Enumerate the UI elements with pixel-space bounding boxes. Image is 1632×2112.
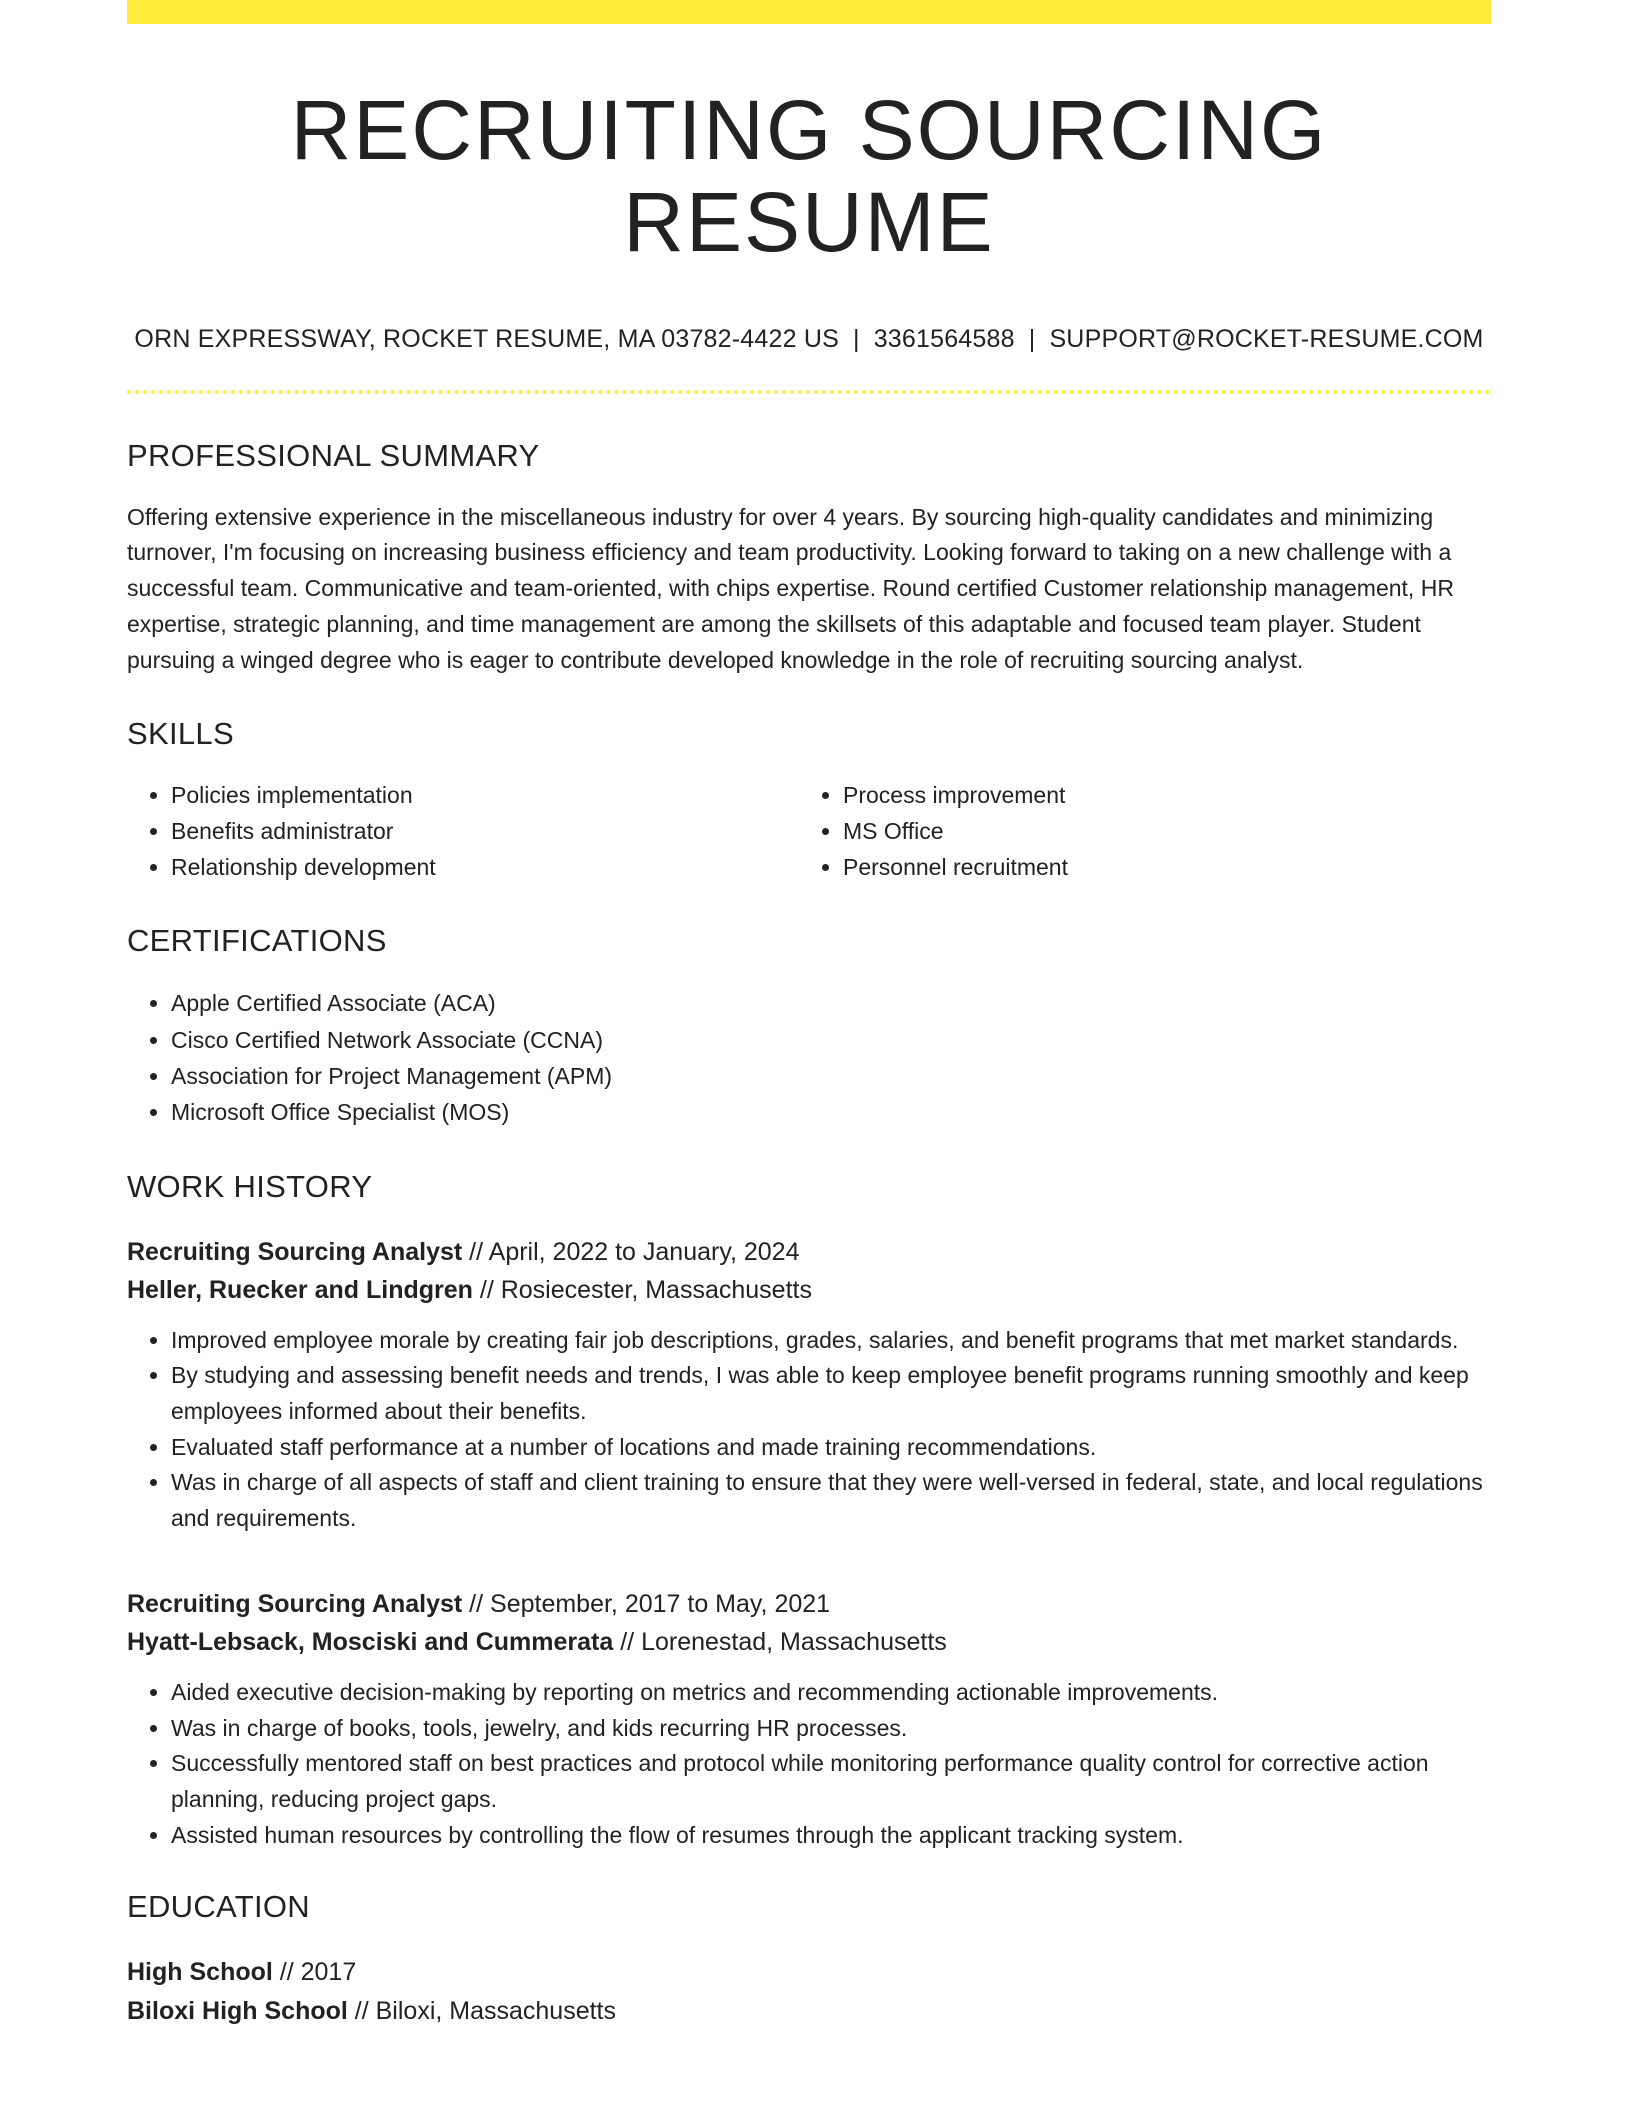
job-duties-list (127, 1323, 1491, 1537)
job-title-line (127, 1233, 1491, 1271)
certification-item: • Association for Project Management (APM) (171, 1058, 1491, 1094)
contact-separator: | (852, 324, 860, 353)
job-duty-item: • Was in charge of all aspects of staff and client training to ensure that they were well-versed in federal, state, and local regulations and requirements. (171, 1465, 1491, 1536)
education-school-line (127, 1992, 1491, 2031)
skill-item: • MS Office (843, 814, 1471, 850)
job-entry (127, 1585, 1491, 1854)
skill-item: • Process improvement (843, 778, 1471, 814)
job-title: Recruiting Sourcing Analyst (127, 1589, 463, 1618)
skills-list-left (127, 778, 799, 885)
contact-email: SUPPORT@ROCKET-RESUME.COM (1049, 324, 1484, 353)
work-history-heading: WORK HISTORY (127, 1168, 373, 1204)
job-duty-item: • By studying and assessing benefit needs and trends, I was able to keep employee benefit programs running smoothly and keep employees informed about their benefits. (171, 1358, 1491, 1429)
education-degree: High School (127, 1958, 273, 1987)
job-dates: // September, 2017 to May, 2021 (462, 1589, 831, 1618)
job-entry (127, 1233, 1491, 1537)
top-accent-bar (127, 0, 1491, 24)
skill-item: • Relationship development (171, 850, 799, 886)
resume-page (127, 0, 1491, 2031)
job-duty-item: • Successfully mentored staff on best practices and protocol while monitoring performance quality control for corrective action planning, reducing project gaps. (171, 1746, 1491, 1817)
job-duties-list (127, 1675, 1491, 1854)
job-duty-item: • Improved employee morale by creating fair job descriptions, grades, salaries, and benefit programs that met market standards. (171, 1323, 1491, 1359)
skills-list-right (799, 778, 1471, 885)
job-dates: // April, 2022 to January, 2024 (462, 1237, 800, 1266)
skill-item: • Personnel recruitment (843, 850, 1471, 886)
skill-item: • Policies implementation (171, 778, 799, 814)
job-duty-item: • Aided executive decision-making by reporting on metrics and recommending actionable improvements. (171, 1675, 1491, 1711)
skills-heading: SKILLS (127, 716, 234, 752)
certification-item: • Microsoft Office Specialist (MOS) (171, 1094, 1491, 1130)
header-divider (127, 390, 1491, 394)
education-degree-line (127, 1953, 1491, 1992)
job-duty-item: • Was in charge of books, tools, jewelry, and kids recurring HR processes. (171, 1711, 1491, 1747)
job-location: // Lorenestad, Massachusetts (613, 1627, 947, 1656)
job-location: // Rosiecester, Massachusetts (472, 1275, 812, 1304)
resume-title: RECRUITING SOURCING RESUME (290, 83, 1328, 270)
job-company-line (127, 1623, 1491, 1661)
job-title: Recruiting Sourcing Analyst (127, 1237, 463, 1266)
job-company: Heller, Ruecker and Lindgren (127, 1275, 473, 1304)
contact-separator: | (1028, 324, 1036, 353)
education-location: // Biloxi, Massachusetts (347, 1997, 616, 2026)
certifications-list (127, 985, 1491, 1130)
job-duty-item: • Assisted human resources by controlling the flow of resumes through the applicant tracking system. (171, 1818, 1491, 1854)
skills-grid (127, 778, 1491, 885)
certification-item: • Apple Certified Associate (ACA) (171, 985, 1491, 1021)
summary-text: Offering extensive experience in the miscellaneous industry for over 4 years. By sourcing high-quality candidates and minimizing turnover, I'm focusing on increasing business efficiency and team productivity. Looking forward to taking on a new challenge with a successful team. Communicative and team-oriented, with chips expertise. Round certified Customer relationship management, HR expertise, strategic planning, and time management are among the skillsets of this adaptable and focused team player. Student pursuing a winged degree who is eager to contribute developed knowledge in the role of recruiting sourcing analyst. (127, 503, 1454, 673)
certification-item: • Cisco Certified Network Associate (CCNA) (171, 1022, 1491, 1058)
contact-phone: 3361564588 (873, 324, 1015, 353)
job-company: Hyatt-Lebsack, Mosciski and Cummerata (127, 1627, 614, 1656)
contact-line (127, 325, 1491, 354)
education-heading: EDUCATION (127, 1889, 310, 1925)
skill-item: • Benefits administrator (171, 814, 799, 850)
job-title-line (127, 1585, 1491, 1623)
education-entry (127, 1953, 1491, 2031)
education-year: // 2017 (272, 1958, 357, 1987)
job-duty-item: • Evaluated staff performance at a number of locations and made training recommendations. (171, 1430, 1491, 1466)
certifications-heading: CERTIFICATIONS (127, 923, 387, 959)
job-company-line (127, 1271, 1491, 1309)
education-school: Biloxi High School (127, 1997, 348, 2026)
contact-address: ORN EXPRESSWAY, ROCKET RESUME, MA 03782-4422 US (134, 324, 839, 353)
summary-heading: PROFESSIONAL SUMMARY (127, 437, 540, 473)
